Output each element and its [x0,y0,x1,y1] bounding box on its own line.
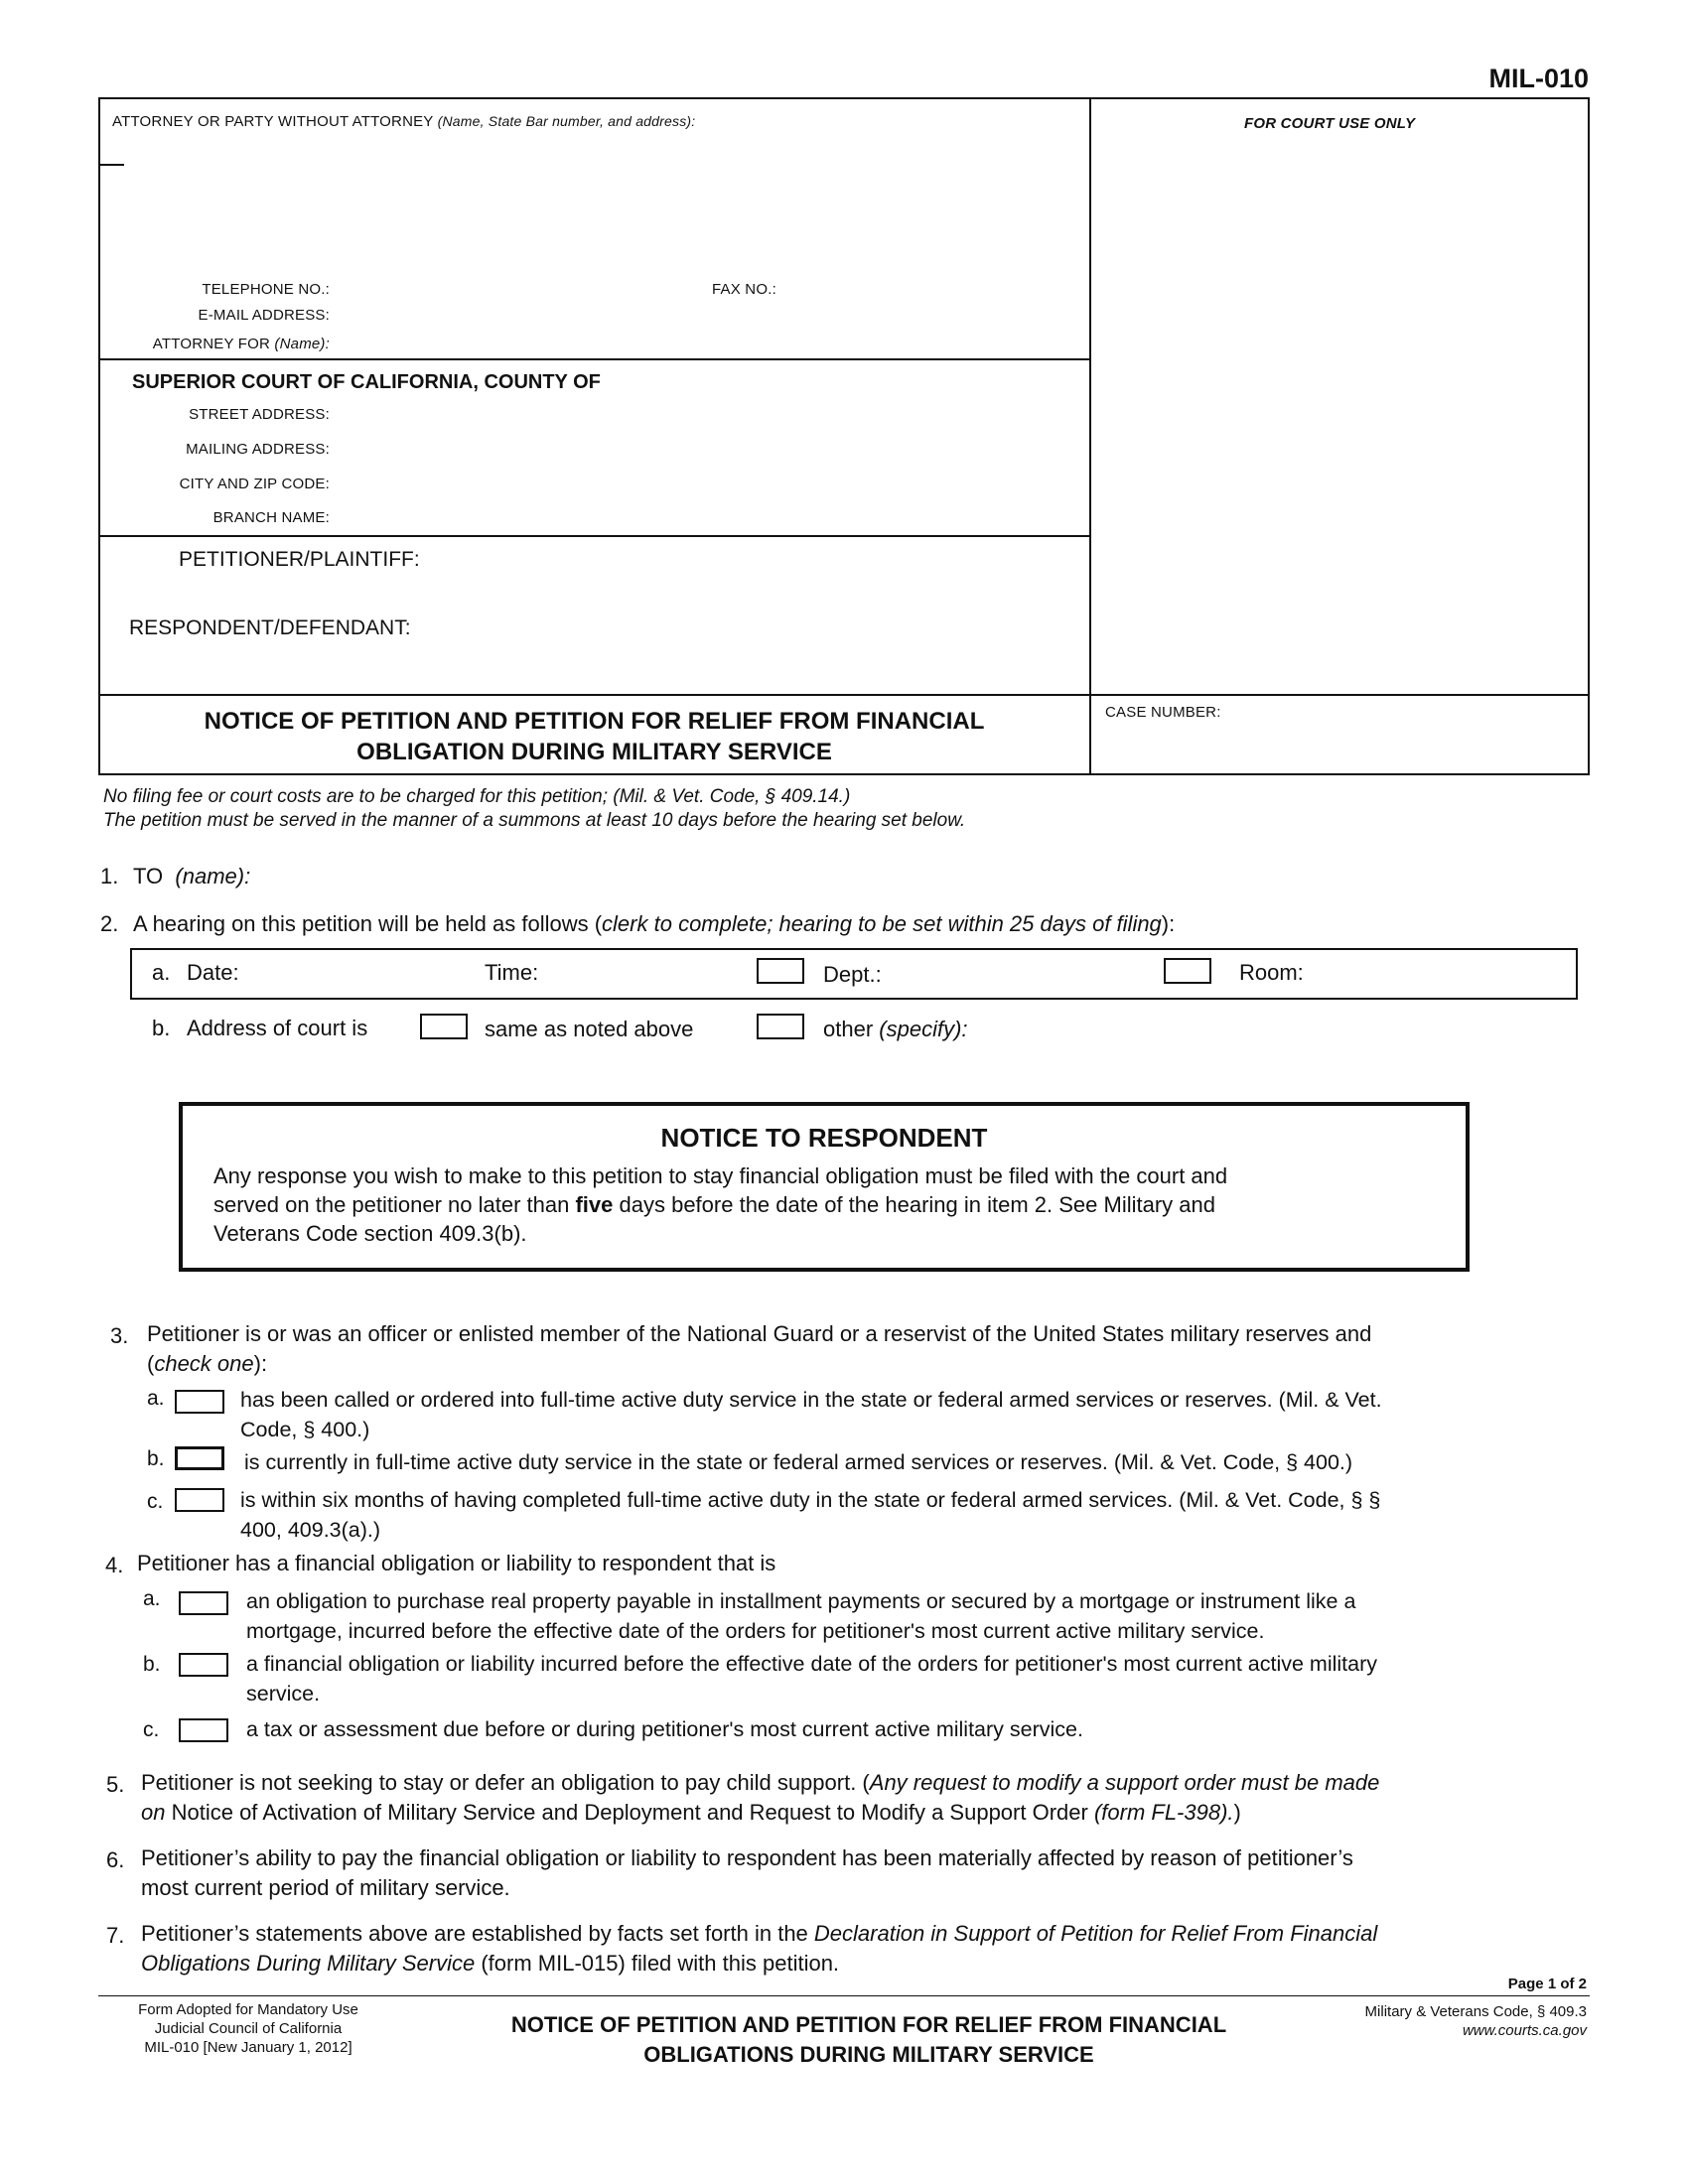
mailing-label: MAILING ADDRESS: [186,441,330,458]
item2-num: 2. [100,911,119,936]
notice-line1: Any response you wish to make to this petition to stay financial obligation must be filed with the court and [213,1163,1228,1188]
email-label: E-MAIL ADDRESS: [198,307,330,324]
item3a-text [240,1385,1382,1444]
item4a-label: a. [143,1587,161,1610]
hearing-room-label: Room: [1239,960,1304,985]
notice-line2-c: days before the date of the hearing in item 2. See Military and [613,1192,1215,1217]
item5-line2 [141,1798,1379,1828]
footer-left [99,2000,397,2057]
other-address-checkbox[interactable] [757,1014,804,1039]
item3-line2 [147,1349,1371,1379]
item3b-label: b. [147,1447,165,1470]
item3c-line1: is within six months of having completed full-time active duty in the state or federal armed services. (Mil. & Vet. Code, § § [240,1488,1381,1512]
rule-court [98,535,1090,537]
fax-label: FAX NO.: [712,281,776,298]
item3-line1: Petitioner is or was an officer or enlisted member of the National Guard or a reservist of the United States military reserves and [147,1321,1372,1346]
item4b-text [246,1649,1377,1708]
item3a-line1: has been called or ordered into full-time active duty service in the state or federal armed services or reserves. (Mil. & Vet. [240,1388,1382,1412]
item4c-checkbox[interactable] [179,1718,228,1742]
notice-line2-a: served on the petitioner no later than [213,1192,576,1217]
item7-line1-ital: Declaration in Support of Petition for Relief From Financial [813,1921,1378,1946]
item5-num: 5. [106,1772,125,1797]
item7-text [141,1919,1377,1979]
item4a-line2: mortgage, incurred before the effective date of the orders for petitioner's most current active military service. [246,1619,1265,1643]
item4-num: 4. [105,1553,124,1577]
item3a-label: a. [147,1387,165,1410]
form-title [98,706,1090,767]
item1-text: TO [133,864,164,888]
dept-checkbox[interactable] [757,958,804,984]
item3-line2-c: ): [253,1351,268,1376]
notice-line2 [213,1190,1445,1219]
item3b-checkbox[interactable] [175,1446,224,1470]
item3b-line1: is currently in full-time active duty service in the state or federal armed services or reserves. (Mil. & Vet. Code, § 400.) [244,1450,1353,1474]
item7-line2-b: (form MIL-015) filed with this petition. [475,1951,840,1976]
item3a-line2: Code, § 400.) [240,1418,370,1441]
hearing-date-label[interactable]: Date: [187,960,239,985]
branch-label: BRANCH NAME: [212,509,330,526]
room-checkbox[interactable] [1164,958,1211,984]
item4a-checkbox[interactable] [179,1591,228,1615]
item5-line2-form: Notice of Activation of Military Service and Deployment and Request to Modify a Support Order [165,1800,1094,1825]
footer-title-2: OBLIGATIONS DURING MILITARY SERVICE [643,2042,1094,2067]
street-label: STREET ADDRESS: [189,406,330,423]
item1-to [133,864,250,889]
item7-line2 [141,1949,1377,1979]
attorney-label [112,113,695,130]
petitioner-label: PETITIONER/PLAINTIFF: [179,548,420,571]
item4c-line1: a tax or assessment due before or during petitioner's most current active military service. [246,1717,1083,1741]
item3b-text [244,1447,1352,1477]
other-text: other [823,1017,874,1041]
item7-line2-ital: Obligations During Military Service [141,1951,476,1976]
footer-title [417,2010,1321,2070]
respondent-label: RESPONDENT/DEFENDANT: [129,616,411,639]
footer-left-3: MIL-010 [New January 1, 2012] [144,2039,352,2056]
item7-num: 7. [106,1923,125,1948]
item7-line1-a: Petitioner’s statements above are established by facts set forth in the [141,1921,814,1946]
page-number: Page 1 of 2 [1507,1976,1587,1992]
item5-line2-ital: (form FL-398). [1093,1800,1234,1825]
item1-name-label: (name): [175,864,251,888]
hearing-a-label: a. [152,960,171,985]
form-title-line2: OBLIGATION DURING MILITARY SERVICE [356,739,832,765]
form-id: MIL-010 [1488,64,1589,93]
item4a-line1: an obligation to purchase real property payable in installment payments or secured by a mortgage or instrument like a [246,1589,1356,1613]
footer-title-1: NOTICE OF PETITION AND PETITION FOR RELIEF FROM FINANCIAL [510,2012,1227,2037]
item5-line2-end: ) [1233,1800,1241,1825]
item4b-label: b. [143,1653,161,1676]
footer-left-2: Judicial Council of California [154,2020,343,2037]
courts-website-link[interactable]: www.courts.ca.gov [1462,2022,1587,2039]
item6-num: 6. [106,1847,125,1872]
rule-attorney [98,358,1090,360]
item5-line1-ital: Any request to modify a support order must be made [869,1770,1380,1795]
item2-text-start: A hearing on this petition will be held as follows ( [133,911,603,936]
item4-line1: Petitioner has a financial obligation or liability to respondent that is [137,1551,776,1575]
form-title-line1: NOTICE OF PETITION AND PETITION FOR RELIEF FROM FINANCIAL [204,708,985,735]
hearing-time-label[interactable]: Time: [485,960,539,985]
item3-line2-a: ( [147,1351,155,1376]
item6-line2: most current period of military service. [141,1875,510,1900]
item2-text-ital: clerk to complete; hearing to be set within 25 days of filing [602,911,1162,936]
item5-line1 [141,1768,1379,1798]
item4c-text [246,1714,1083,1744]
item4b-line1: a financial obligation or liability incurred before the effective date of the orders for petitioner's most current active military [246,1652,1377,1676]
item6-text [141,1843,1353,1903]
footer-right-1: Military & Veterans Code, § 409.3 [1364,2003,1587,2020]
item3a-checkbox[interactable] [175,1390,224,1414]
other-specify: (specify): [879,1017,968,1041]
case-number-label: CASE NUMBER: [1105,704,1221,721]
attorney-label-text: ATTORNEY OR PARTY WITHOUT ATTORNEY [112,113,434,130]
footer-rule [98,1995,1590,1996]
attorney-dash [100,164,124,166]
footer-right [1291,2002,1587,2040]
item2-text-end: ): [1161,911,1176,936]
notice-title: NOTICE TO RESPONDENT [660,1123,988,1153]
address-b-label: b. [152,1016,171,1040]
attorney-for-text: ATTORNEY FOR [152,336,271,352]
item3c-label: c. [147,1490,164,1513]
item4a-text [246,1586,1355,1646]
item6-line1: Petitioner’s ability to pay the financial obligation or liability to respondent has been materially affected by reason of petitioner’s [141,1845,1353,1870]
item3c-line2: 400, 409.3(a).) [240,1518,381,1542]
court-title: SUPERIOR COURT OF CALIFORNIA, COUNTY OF [132,371,601,393]
item3-line2-ital: check one [154,1351,254,1376]
rule-parties [98,694,1590,696]
item4b-checkbox[interactable] [179,1653,228,1677]
item3-text [147,1319,1371,1379]
item5-text [141,1768,1379,1828]
caption-divider [1089,97,1091,775]
attorney-for-hint: (Name): [274,336,330,352]
telephone-label: TELEPHONE NO.: [202,281,330,298]
same-address-checkbox[interactable] [420,1014,468,1039]
item3c-text [240,1485,1380,1545]
city-zip-label: CITY AND ZIP CODE: [179,476,330,492]
note-fee: No filing fee or court costs are to be charged for this petition; (Mil. & Vet. Code, § 409.14.) [103,786,851,807]
item1-num: 1. [100,864,119,888]
item3-num: 3. [110,1323,129,1348]
item4c-label: c. [143,1718,160,1741]
notice-body [213,1161,1445,1248]
attorney-label-hint: (Name, State Bar number, and address): [437,113,696,129]
notice-line2-bold: five [575,1192,614,1217]
caption-box [98,97,1590,775]
attorney-for-label [91,336,330,352]
item5-line2-on: on [141,1800,166,1825]
footer-left-1: Form Adopted for Mandatory Use [138,2001,358,2018]
item2-text [133,911,1175,937]
notice-line3: Veterans Code section 409.3(b). [213,1221,527,1246]
item4b-line2: service. [246,1682,321,1706]
same-address-label: same as noted above [485,1017,694,1041]
other-address-label [823,1017,968,1042]
item5-line1-a: Petitioner is not seeking to stay or defer an obligation to pay child support. ( [141,1770,870,1795]
item7-line1 [141,1919,1377,1949]
hearing-dept-label: Dept.: [823,962,882,987]
address-of-court-label: Address of court is [187,1016,368,1040]
note-service: The petition must be served in the manner of a summons at least 10 days before the hearing set below. [103,810,966,831]
item3c-checkbox[interactable] [175,1488,224,1512]
court-use-label: FOR COURT USE ONLY [1244,115,1416,132]
